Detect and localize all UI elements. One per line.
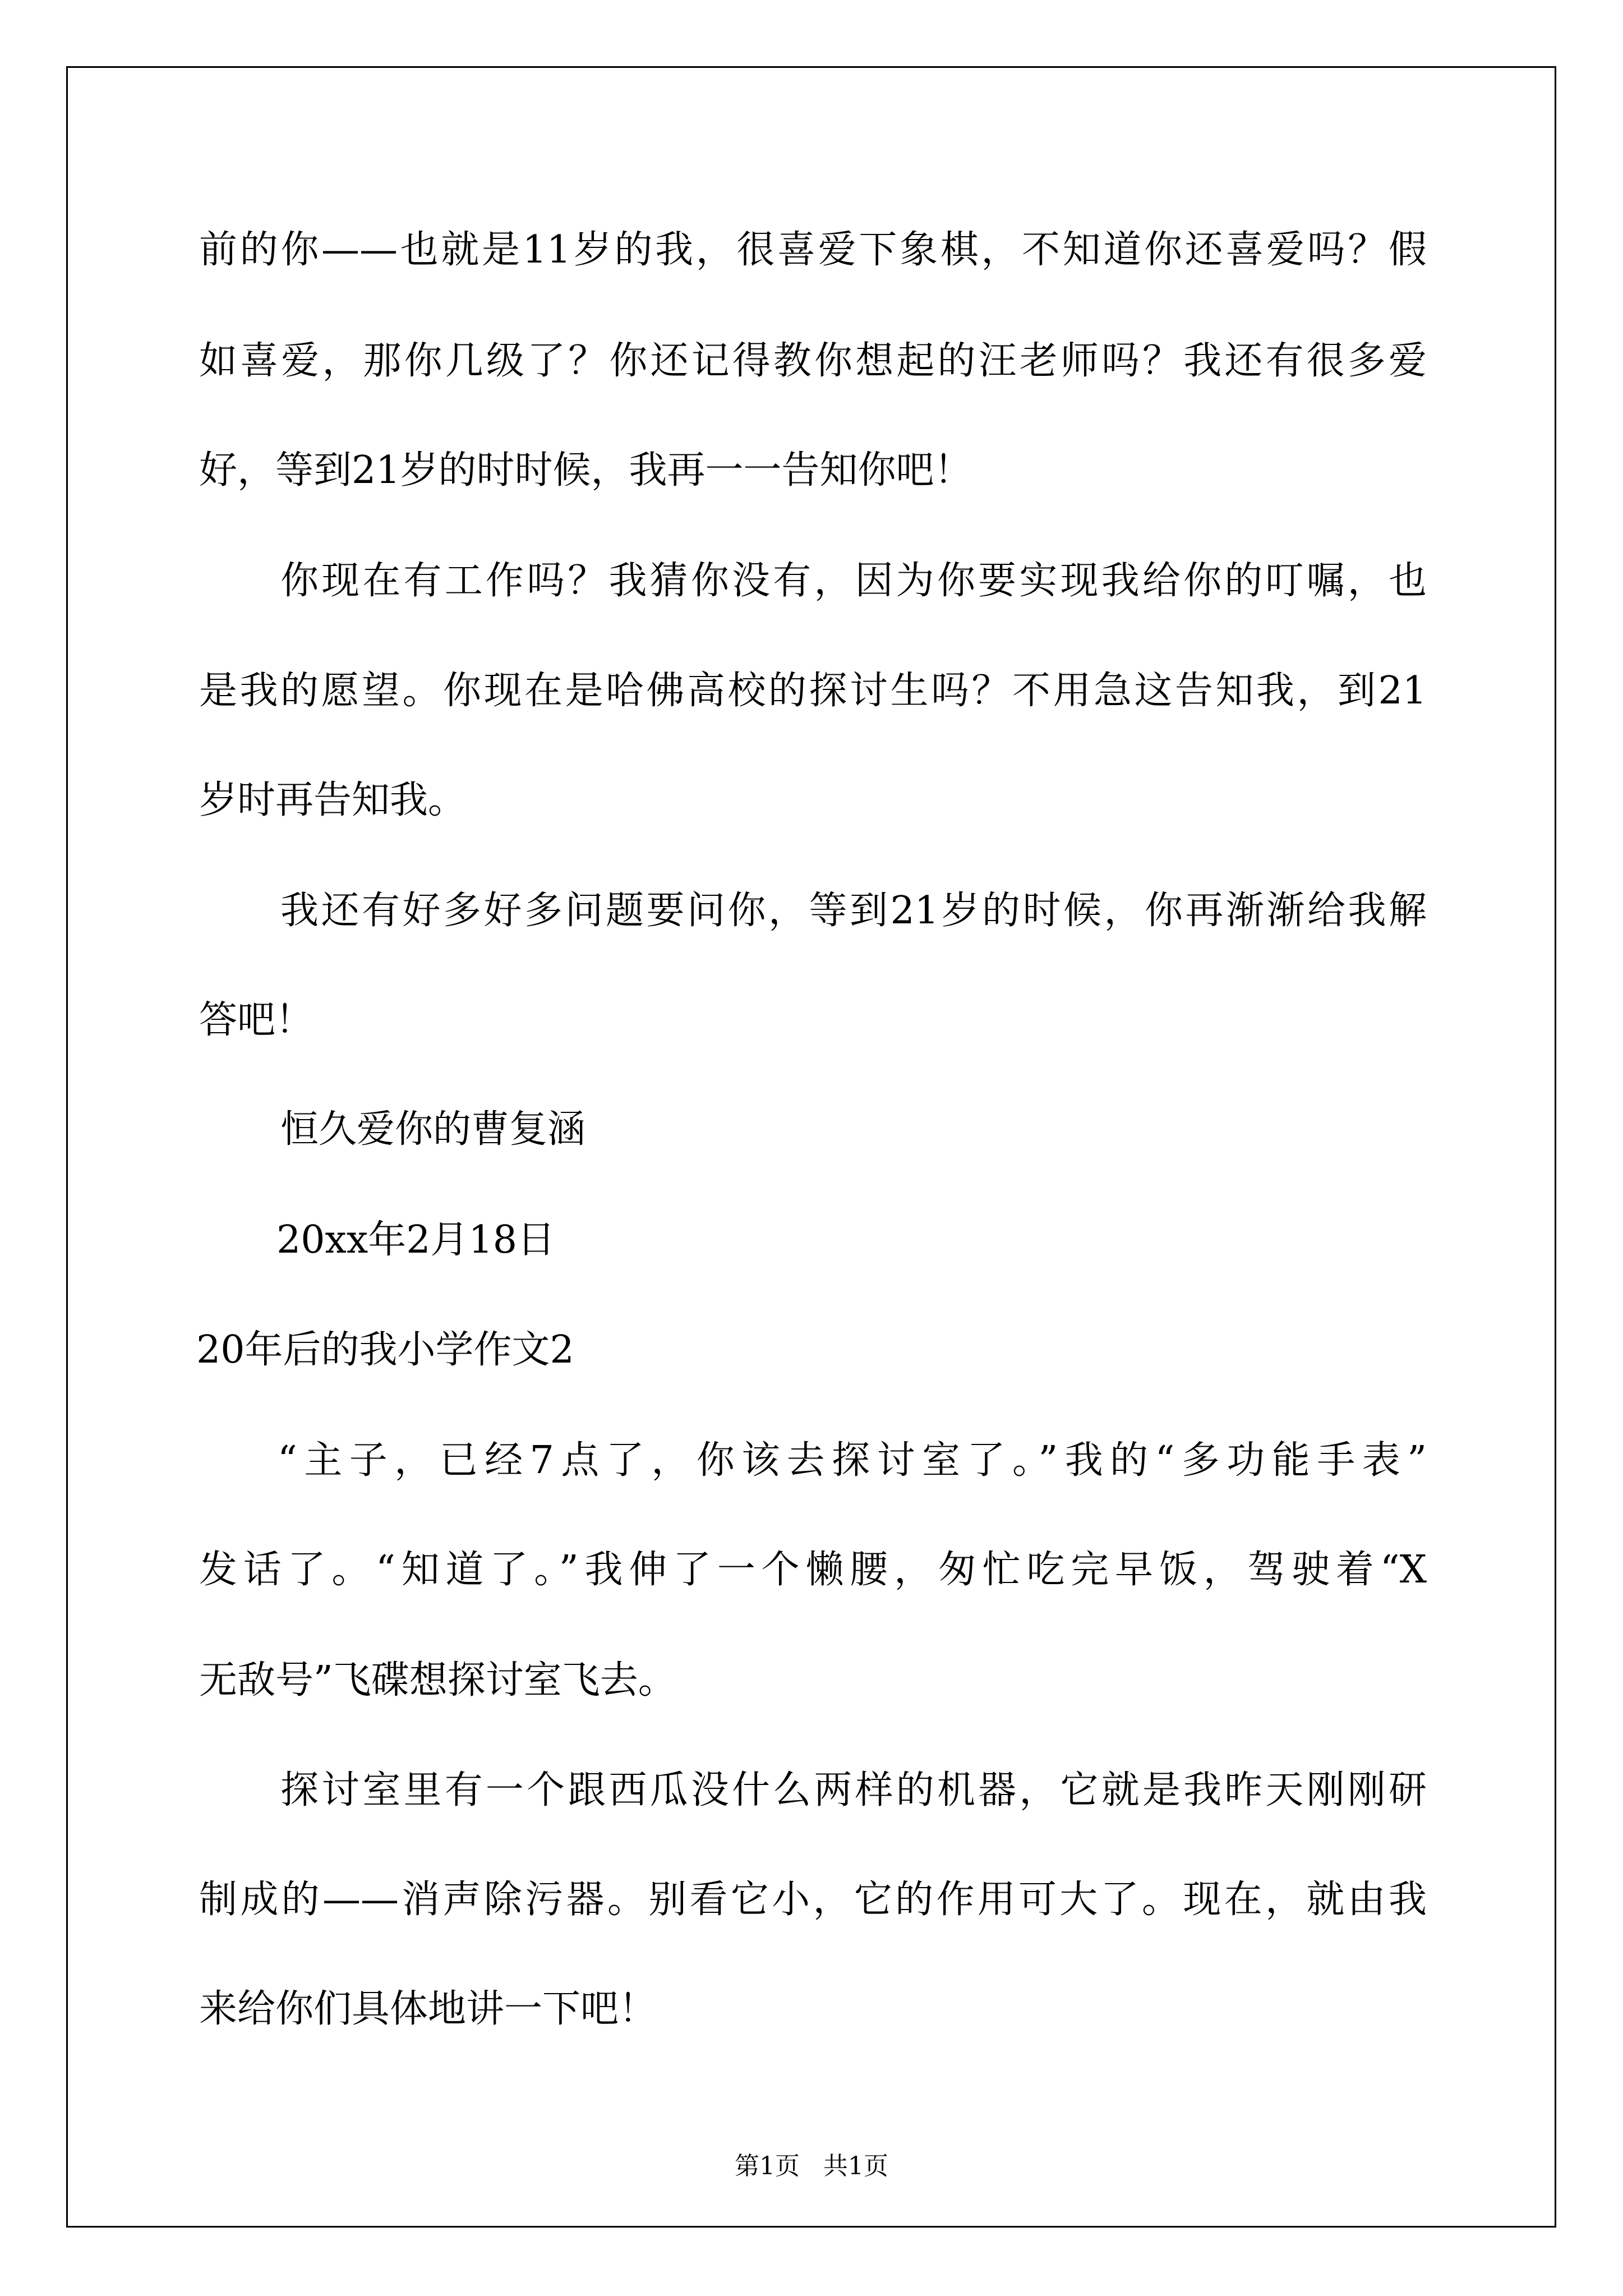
- text-line: 我还有好多好多问题要问你，等到21岁的时候，你再渐渐给我解: [280, 889, 1427, 933]
- page-footer: 第1页 共1页: [735, 2152, 888, 2180]
- signature-line: 恒久爱你的曹复涵: [280, 1107, 586, 1152]
- text-line: 答吧！: [199, 998, 314, 1042]
- text-line: 前的你——也就是11岁的我，很喜爱下象棋，不知道你还喜爱吗？假: [199, 228, 1427, 272]
- text-line: 好，等到21岁的时时候，我再一一告知你吧！: [199, 448, 972, 493]
- text-line: 无敌号”飞碟想探讨室飞去。: [199, 1658, 676, 1703]
- text-line: 是我的愿望。你现在是哈佛高校的探讨生吗？不用急这告知我，到21: [199, 669, 1427, 713]
- text-line: 你现在有工作吗？我猜你没有，因为你要实现我给你的叮嘱，也: [280, 559, 1427, 603]
- text-line: 如喜爱，那你几级了？你还记得教你想起的汪老师吗？我还有很多爱: [199, 339, 1427, 383]
- text-line: “主子，已经7点了，你该去探讨室了。”我的“多功能手表”: [278, 1438, 1427, 1483]
- text-line: 岁时再告知我。: [199, 778, 467, 822]
- text-line: 制成的——消声除污器。别看它小，它的作用可大了。现在，就由我: [199, 1878, 1427, 1922]
- section-heading: 20年后的我小学作文2: [196, 1328, 574, 1372]
- text-line: 探讨室里有一个跟西瓜没什么两样的机器，它就是我昨天刚刚研: [280, 1768, 1427, 1812]
- text-line: 来给你们具体地讲一下吧！: [199, 1987, 657, 2031]
- text-line: 发话了。“知道了。”我伸了一个懒腰，匆忙吃完早饭，驾驶着“X: [199, 1548, 1427, 1592]
- date-line: 20xx年2月18日: [276, 1218, 556, 1262]
